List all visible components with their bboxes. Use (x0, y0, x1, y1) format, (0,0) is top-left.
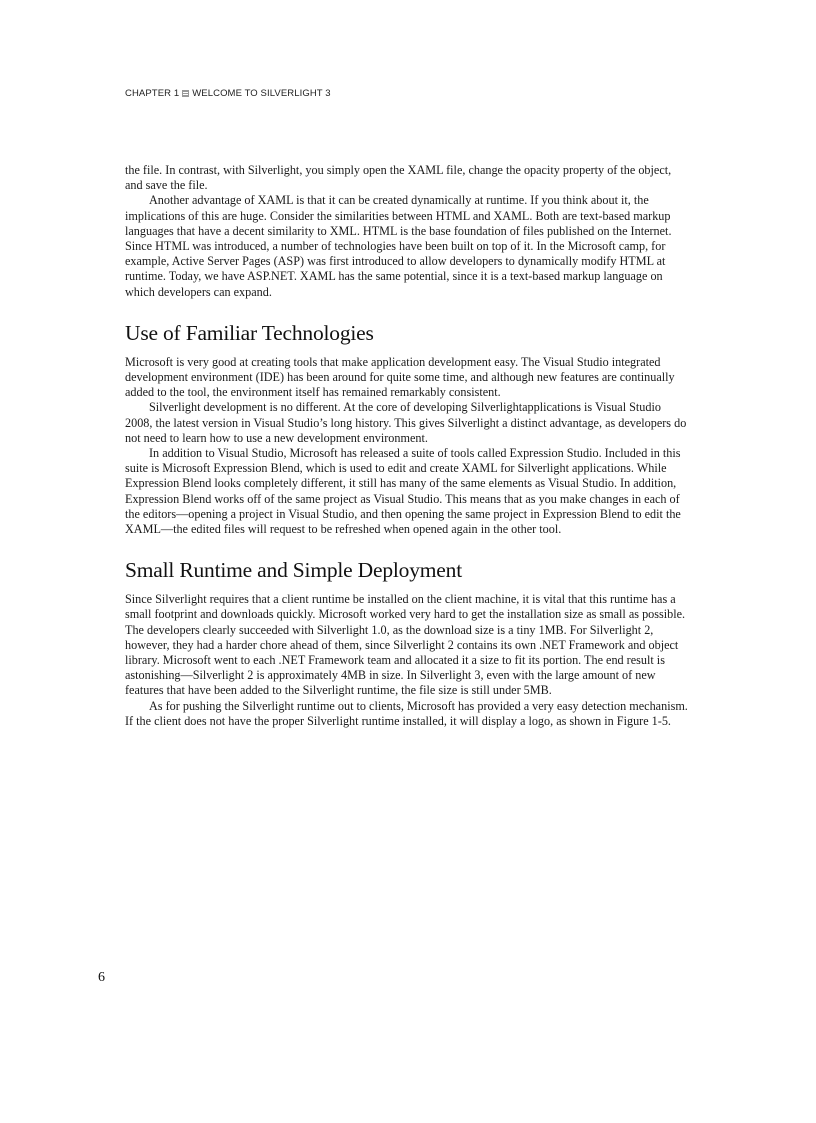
section1-paragraph-3: In addition to Visual Studio, Microsoft has released a suite of tools called Expression Studio. Included in this suite is Microsoft Expression Blend, which is used to edit and create XAML for Silverlight applications. While Expression Blend looks completely different, it still has many of the same elements as Visual Studio. In addition, Expression Blend works off of the same project as Visual Studio. This means that as you make changes in each of the editors—opening a project in Visual Studio, and then opening the same project in Expression Blend to edit the XAML—the edited files will request to be refreshed when opened again in the other tool. (125, 446, 681, 537)
section-heading-familiar-technologies: Use of Familiar Technologies (125, 320, 374, 345)
running-head-title: WELCOME TO SILVERLIGHT 3 (192, 88, 331, 99)
section2-paragraph-2: As for pushing the Silverlight runtime out to clients, Microsoft has provided a very easy detection mechanism. If the client does not have the proper Silverlight runtime installed, it will display a logo, as shown in Figure 1-5. (125, 698, 688, 728)
intro-paragraph-1: the file. In contrast, with Silverlight, you simply open the XAML file, change the opacity property of the object, and save the file. (125, 163, 672, 193)
separator-square-icon (182, 90, 189, 97)
section-heading-small-runtime: Small Runtime and Simple Deployment (125, 558, 462, 583)
section1-paragraph-1: Microsoft is very good at creating tools that make application development easy. The Visual Studio integrated development environment (IDE) has been around for quite some time, and although new features are continually added to the tool, the environment itself has remained remarkably consistent. (125, 354, 675, 400)
section2-paragraph-1: Since Silverlight requires that a client runtime be installed on the client machine, it is vital that this runtime has a small footprint and downloads quickly. Microsoft worked very hard to get the installation size as small as possible. The developers clearly succeeded with Silverlight 1.0, as the download size is a tiny 1MB. For Silverlight 2, however, they had a harder chore ahead of them, since Silverlight 2 contains its own .NET Framework and object library. Microsoft went to each .NET Framework team and allocated it a size to fit its portion. The end result is astonishing—Silverlight 2 is approximately 4MB in size. In Silverlight 3, even with the large amount of new features that have been added to the Silverlight runtime, the file size is still under 5MB. (125, 592, 686, 698)
running-head (125, 88, 331, 99)
body-text (125, 163, 691, 729)
page-number: 6 (98, 970, 105, 985)
running-head-chapter: CHAPTER 1 (125, 88, 180, 99)
intro-paragraph-2: Another advantage of XAML is that it can be created dynamically at runtime. If you think about it, the implications of this are huge. Consider the similarities between HTML and XAML. Both are text-based markup languages that have a decent similarity to XML. HTML is the base foundation of files published on the Internet. Since HTML was introduced, a number of technologies have been built on top of it. In the Microsoft camp, for example, Active Server Pages (ASP) was first introduced to allow developers to dynamically modify HTML at runtime. Today, we have ASP.NET. XAML has the same potential, since it is a text-based markup language on which developers can expand. (125, 193, 672, 299)
section1-paragraph-2: Silverlight development is no different. At the core of developing Silverlightapplications is Visual Studio 2008, the latest version in Visual Studio’s long history. This gives Silverlight a distinct advantage, as developers do not need to learn how to use a new development environment. (125, 400, 687, 445)
